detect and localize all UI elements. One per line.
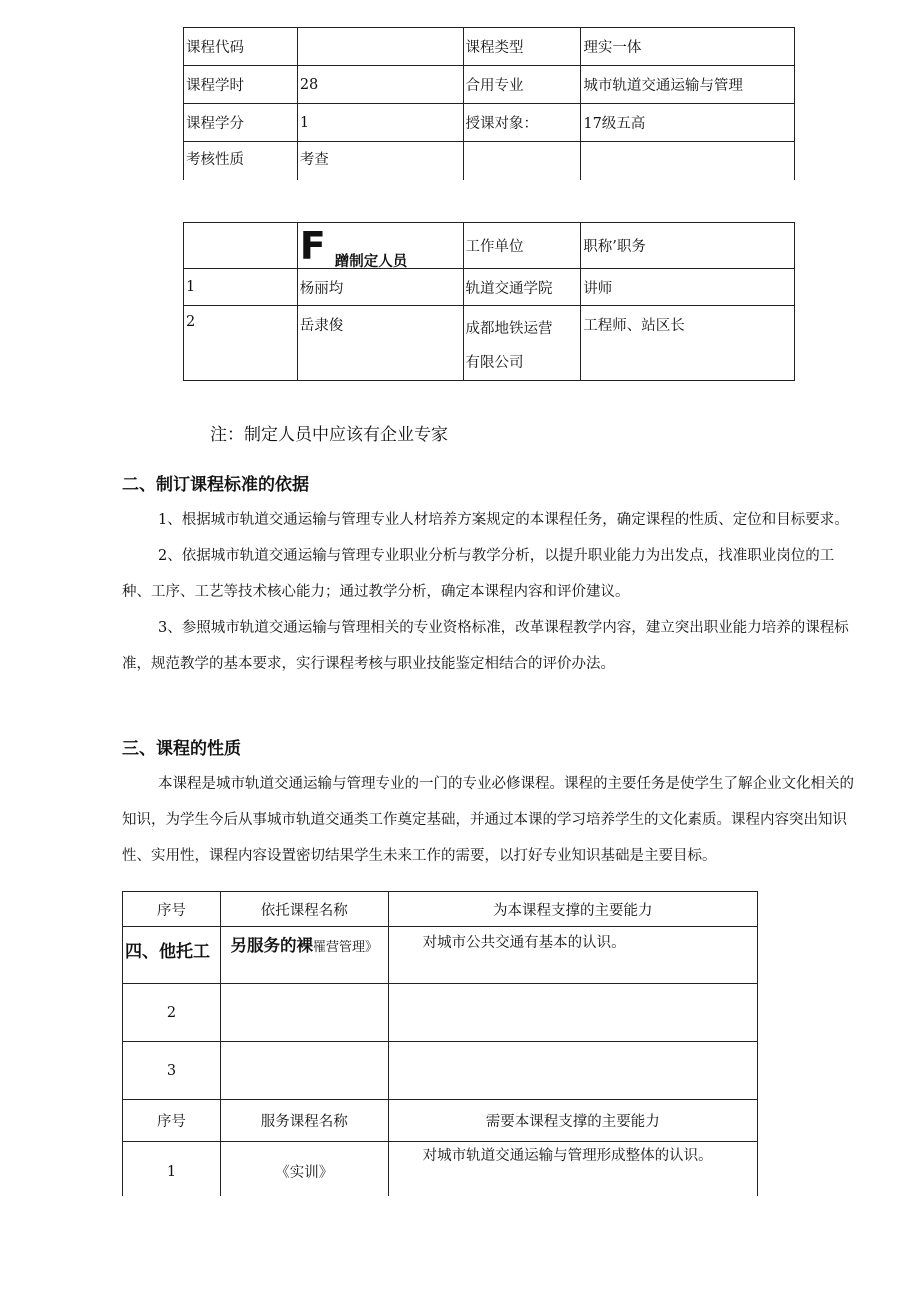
- course-info-value: [581, 142, 795, 180]
- author-num: 2: [184, 306, 298, 381]
- course-info-label: 课程学分: [184, 104, 298, 142]
- course-info-label: 课程类型: [463, 28, 581, 66]
- authors-header-name: [297, 223, 463, 269]
- course-info-value: 理实一体: [581, 28, 795, 66]
- row-ability: [388, 1042, 757, 1100]
- course-info-label: 授课对象：: [463, 104, 581, 142]
- authors-header-unit: 工作单位: [463, 223, 581, 269]
- row-num: 3: [123, 1042, 221, 1100]
- col-header-course: 依托课程名称: [220, 892, 388, 927]
- row-ability: 对城市轨道交通运输与管理形成整体的认识。: [388, 1142, 757, 1196]
- course-info-row: [184, 104, 795, 142]
- course-info-value: 17级五高: [581, 104, 795, 142]
- row-course: [220, 984, 388, 1042]
- section3-body: [122, 766, 860, 874]
- course-info-row: [184, 66, 795, 104]
- course-info-value: 1: [297, 104, 463, 142]
- authors-table: [183, 222, 795, 381]
- author-title: 工程师、站区长: [581, 306, 795, 381]
- header-name-label: 蹭制定人员: [334, 254, 408, 270]
- section3-para: 本课程是城市轨道交通运输与管理专业的一门的专业必修课程。课程的主要任务是使学生了解企业文化相关的知识，为学生今后从事城市轨道交通类工作奠定基础，并通过本课的学习培养学生的文化素质。课程内容突出知识性、实用性，课程内容设置密切结果学生未来工作的需要，以打好专业知识基础是主要目标。: [122, 776, 854, 864]
- author-unit: 轨道交通学院: [463, 269, 581, 306]
- author-name: 杨丽均: [297, 269, 463, 306]
- course-info-value: 28: [297, 66, 463, 104]
- course-info-table: [183, 27, 795, 180]
- course-info-row: [184, 28, 795, 66]
- course-info-value: [297, 28, 463, 66]
- col-header-num: 序号: [123, 892, 221, 927]
- row-course-small: 罹营管理》: [312, 940, 378, 955]
- authors-header-title: 职称’职务: [581, 223, 795, 269]
- author-name: 岳隶俊: [297, 306, 463, 381]
- authors-header-num: [184, 223, 298, 269]
- col-header-num: 序号: [123, 1100, 221, 1142]
- row-course: [220, 927, 388, 984]
- col-header-course: 服务课程名称: [220, 1100, 388, 1142]
- row-course: [220, 1042, 388, 1100]
- row-course: 《实训》: [220, 1142, 388, 1196]
- section2-title: 二、制订课程标准的依据: [122, 475, 309, 495]
- row-ability: [388, 984, 757, 1042]
- course-info-value: 考查: [297, 142, 463, 180]
- col-header-ability: 需要本课程支撑的主要能力: [388, 1100, 757, 1142]
- course-info-value: 城市轨道交通运输与管理: [581, 66, 795, 104]
- section2-body: [122, 502, 860, 682]
- author-unit: 成都地铁运营 有限公司: [463, 306, 581, 381]
- row-ability: 对城市公共交通有基本的认识。: [388, 927, 757, 984]
- author-title: 讲师: [581, 269, 795, 306]
- course-info-label: [463, 142, 581, 180]
- course-info-label: 课程学时: [184, 66, 298, 104]
- row-num: 1: [123, 1142, 221, 1196]
- header-glyph: F: [299, 224, 326, 268]
- section2-para-2: 2、依据城市轨道交通运输与管理专业职业分析与教学分析，以提升职业能力为出发点，找准职业岗位的工种、工序、工艺等技术核心能力；通过教学分析，确定本课程内容和评价建议。: [122, 548, 835, 600]
- col-header-ability: 为本课程支撑的主要能力: [388, 892, 757, 927]
- course-info-label: 考核性质: [184, 142, 298, 180]
- row-course-big: 另服务的裸: [230, 936, 313, 955]
- section3-title: 三、课程的性质: [122, 739, 241, 759]
- section2-para-3: 3、参照城市轨道交通运输与管理相关的专业资格标准，改革课程教学内容，建立突出职业能力培养的课程标准，规范教学的基本要求，实行课程考核与职业技能鉴定相结合的评价办法。: [122, 620, 849, 672]
- course-relation-table: [122, 891, 758, 1196]
- course-info-label: 课程代码: [184, 28, 298, 66]
- row-num: 四、他托工: [123, 927, 221, 984]
- author-num: 1: [184, 269, 298, 306]
- row-num: 2: [123, 984, 221, 1042]
- section2-para-1: 1、根据城市轨道交通运输与管理专业人材培养方案规定的本课程任务，确定课程的性质、定位和目标要求。: [158, 512, 849, 528]
- course-info-label: 合用专业: [463, 66, 581, 104]
- note-text: 注：制定人员中应该有企业专家: [210, 425, 448, 445]
- course-info-row: [184, 142, 795, 180]
